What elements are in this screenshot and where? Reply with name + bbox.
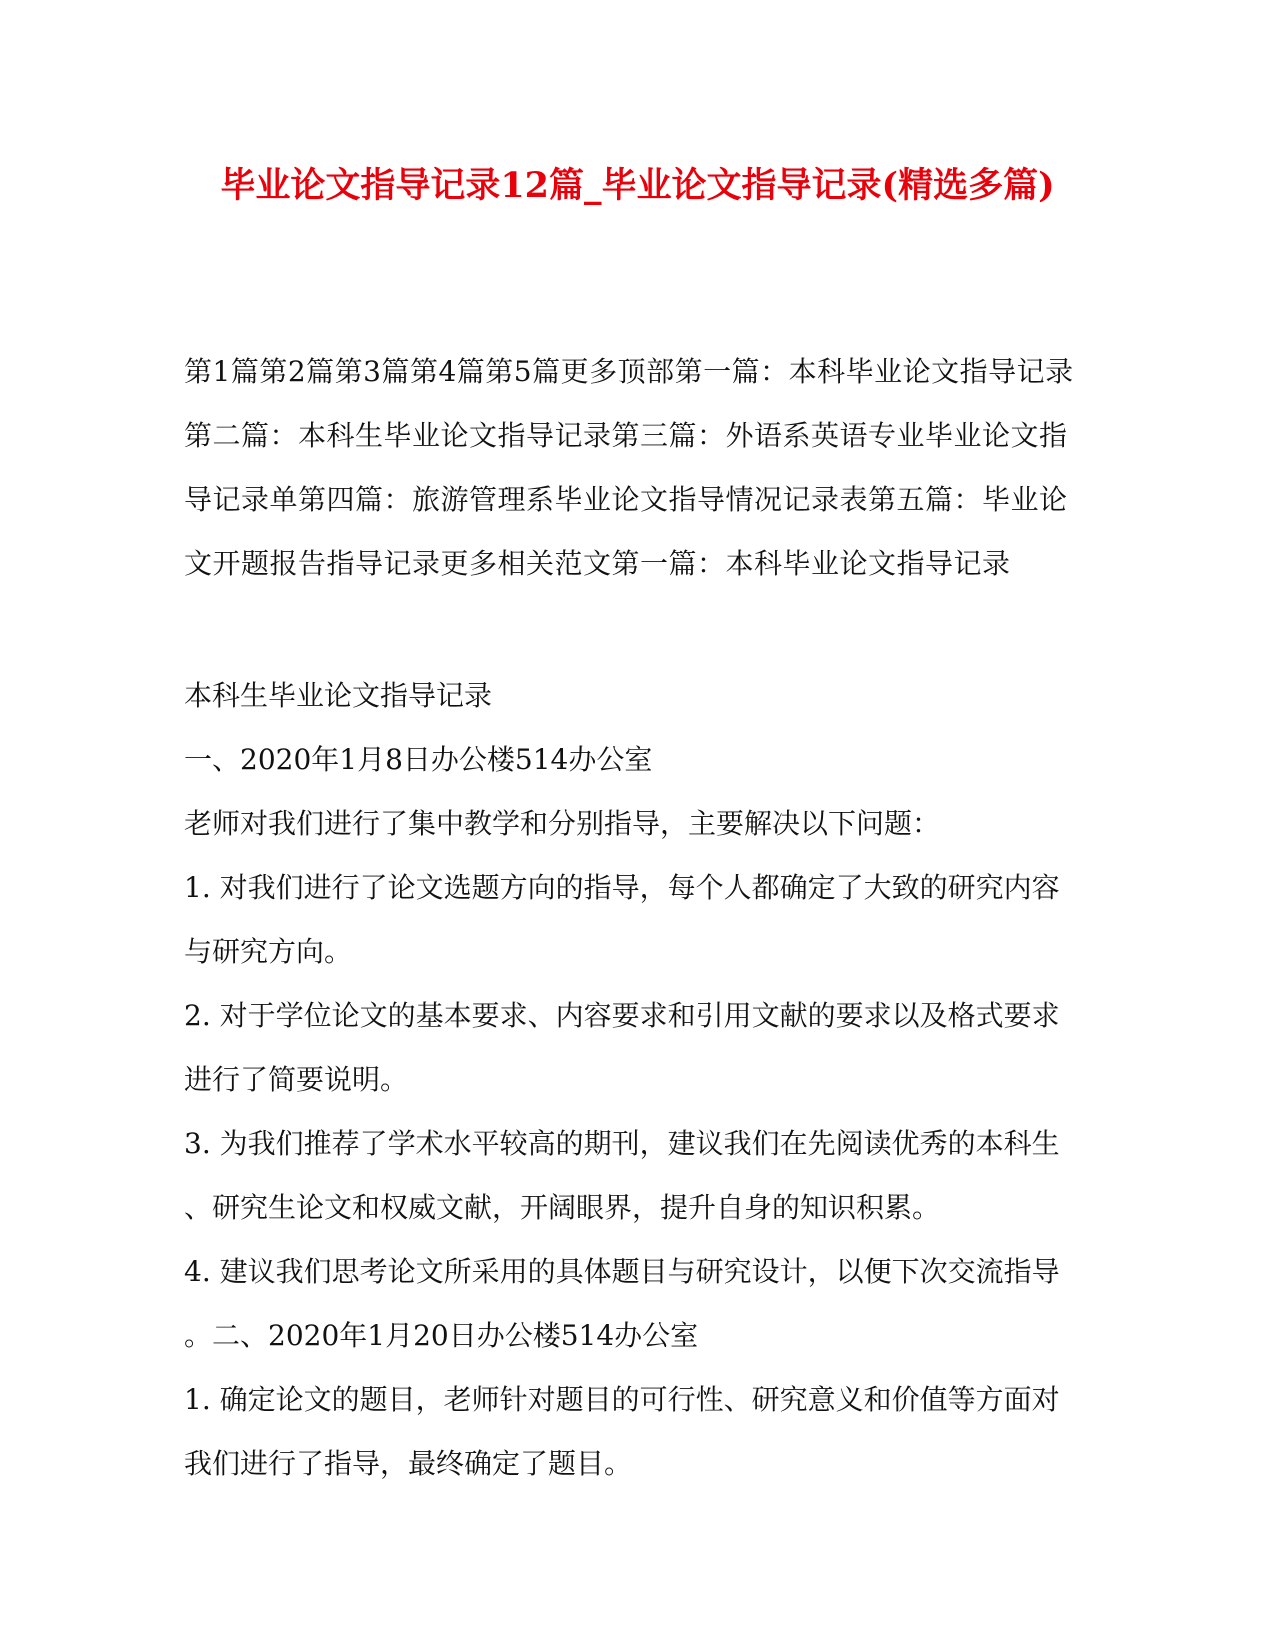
document-content	[184, 664, 1084, 1496]
content-line: 、研究生论文和权威文献，开阔眼界，提升自身的知识积累。	[184, 1191, 941, 1224]
content-line: 与研究方向。	[184, 935, 353, 968]
table-of-contents	[184, 340, 1084, 596]
content-line: 老师对我们进行了集中教学和分别指导，主要解决以下问题：	[184, 807, 941, 840]
content-line: 2. 对于学位论文的基本要求、内容要求和引用文献的要求以及格式要求	[184, 999, 1060, 1032]
content-line: 1. 确定论文的题目，老师针对题目的可行性、研究意义和价值等方面对	[184, 1383, 1060, 1416]
content-line: 我们进行了指导，最终确定了题目。	[184, 1447, 633, 1480]
content-line: 4. 建议我们思考论文所采用的具体题目与研究设计，以便下次交流指导	[184, 1255, 1060, 1288]
content-line: 。二、2020年1月20日办公楼514办公室	[184, 1319, 699, 1352]
section-heading: 本科生毕业论文指导记录	[184, 679, 493, 712]
content-line: 一、2020年1月8日办公楼514办公室	[184, 743, 653, 776]
content-line: 1. 对我们进行了论文选题方向的指导，每个人都确定了大致的研究内容	[184, 871, 1060, 904]
content-line: 3. 为我们推荐了学术水平较高的期刊，建议我们在先阅读优秀的本科生	[184, 1127, 1060, 1160]
toc-line-3: 导记录单第四篇：旅游管理系毕业论文指导情况记录表第五篇：毕业论	[184, 483, 1068, 516]
content-line: 进行了简要说明。	[184, 1063, 409, 1096]
document-title: 毕业论文指导记录12篇_毕业论文指导记录(精选多篇)	[220, 165, 1055, 206]
toc-line-1: 第1篇第2篇第3篇第4篇第5篇更多顶部第一篇：本科毕业论文指导记录	[184, 355, 1074, 388]
toc-line-2: 第二篇：本科生毕业论文指导记录第三篇：外语系英语专业毕业论文指	[184, 419, 1068, 452]
toc-line-4: 文开题报告指导记录更多相关范文第一篇：本科毕业论文指导记录	[184, 547, 1011, 580]
